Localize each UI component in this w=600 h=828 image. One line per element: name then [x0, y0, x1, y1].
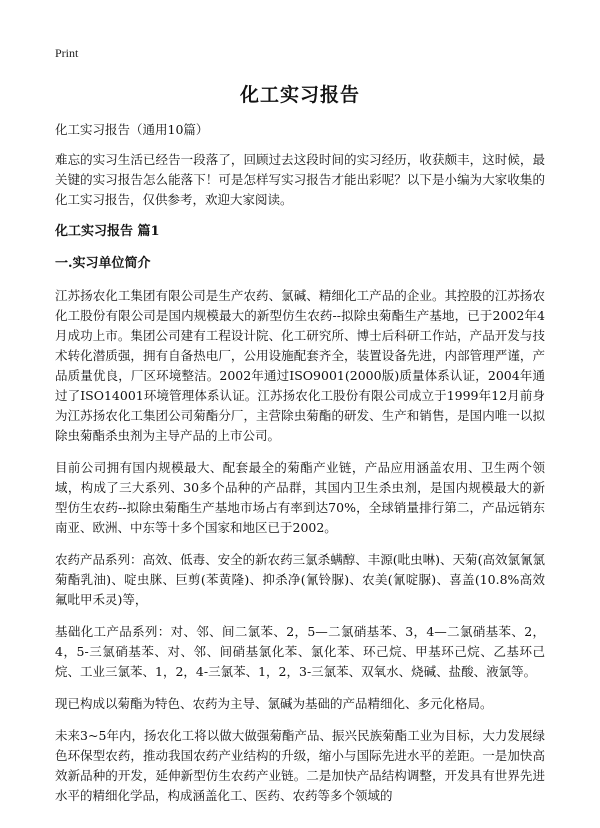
- document-body: [55, 120, 545, 818]
- body-paragraph: 农药产品系列：高效、低毒、安全的新农药三氯杀螨醇、丰源(吡虫啉)、天菊(高效氯氰氯菊酯乳油)、啶虫脒、巨剪(苯黄隆)、抑杀净(氰铃脲)、农美(氰啶脲)、喜盖(10.8%高效氟吡甲禾灵)等，: [55, 552, 545, 607]
- body-paragraph: 江苏扬农化工集团有限公司是生产农药、氯碱、精细化工产品的企业。其控股的江苏扬农化工股份有限公司是国内规模最大的新型仿生农药--拟除虫菊酯生产基地，已于2002年4月成功上市。集团公司建有工程设计院、化工研究所、博士后科研工作站，产品开发与技术转化潜质强，拥有自备热电厂，公用设施配套齐全，装置设备先进，内部管理严谨，产品质量优良，厂区环境整洁。2002年通过ISO9001(2000版)质量体系认证，2004年通过了ISO14001环境管理体系认证。江苏扬农化工股份有限公司成立于1999年12月前身为江苏扬农化工集团公司菊酯分厂，主营除虫菊酯的研发、生产和销售，是国内唯一以拟除虫菊酯杀虫剂为主导产品的上市公司。: [55, 288, 545, 443]
- print-link[interactable]: Print: [55, 46, 79, 60]
- body-paragraph: 未来3~5年内，扬农化工将以做大做强菊酯产品、振兴民族菊酯工业为目标，大力发展绿色环保型农药，推动我国农药产业结构的升级，缩小与国际先进水平的差距。一是加快高效新品种的开发，延伸新型仿生农药产业链。二是加快产品结构调整，开发具有世界先进水平的精细化学品，构成涵盖化工、医药、农药等多个领域的: [55, 728, 545, 803]
- body-paragraph: 目前公司拥有国内规模最大、配套最全的菊酯产业链，产品应用涵盖农用、卫生两个领域，构成了三大系列、30多个品种的产品群，其国内卫生杀虫剂，是国内规模最大的新型仿生农药--拟除虫菊酯生产基地市场占有率到达70%，全球销量排行第二，产品远销东南亚、欧洲、中东等十多个国家和地区已于2002。: [55, 460, 545, 535]
- body-paragraph: 现已构成以菊酯为特色、农药为主导、氯碱为基础的产品精细化、多元化格局。: [55, 696, 493, 711]
- subsection-heading: 一.实习单位简介: [55, 256, 151, 271]
- intro-paragraph: 难忘的实习生活已经告一段落了，回顾过去这段时间的实习经历，收获颇丰，这时候，最关键的实习报告怎么能落下！可是怎样写实习报告才能出彩呢？以下是小编为大家收集的化工实习报告，仅供参考，欢迎大家阅读。: [55, 152, 545, 207]
- document-subtitle: 化工实习报告（通用10篇）: [55, 122, 209, 137]
- body-paragraph: 基础化工产品系列：对、邻、间二氯苯、2，5—二氯硝基苯、3，4—二氯硝基苯、2，4，5-三氯硝基苯、对、邻、间硝基氯化苯、氯化苯、环己烷、甲基环己烷、乙基环己烷、工业三氯苯、1，2，4-三氯苯、1，2，3-三氯苯、双氧水、烧碱、盐酸、液氯等。: [55, 624, 545, 679]
- section-heading: 化工实习报告 篇1: [55, 224, 160, 239]
- document-title: 化工实习报告: [239, 84, 360, 106]
